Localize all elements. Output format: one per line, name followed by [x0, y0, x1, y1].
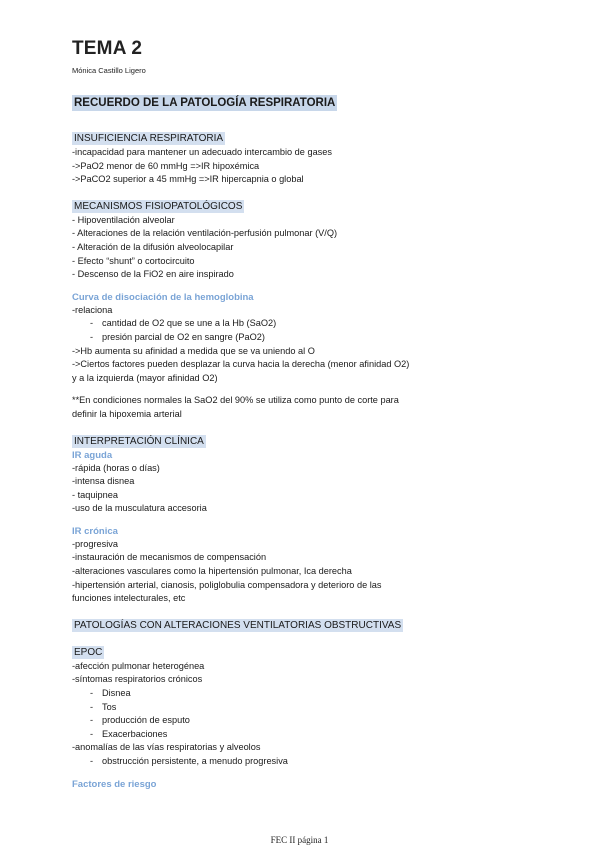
document-page: [72, 36, 412, 791]
list-item: - Exacerbaciones: [90, 728, 168, 739]
section-heading-mecanismos: MECANISMOS FISIOPATOLÓGICOS: [74, 200, 243, 212]
text-line: - Hipoventilación alveolar: [72, 214, 175, 225]
list-item: - presión parcial de O2 en sangre (PaO2): [90, 331, 265, 342]
text-line: -instauración de mecanismos de compensación: [72, 552, 267, 563]
section-heading-obstructivas: PATOLOGÍAS CON ALTERACIONES VENTILATORIAS OBSTRUCTIVAS: [74, 619, 402, 631]
note-paragraph: **En condiciones normales la SaO2 del 90% se utiliza como punto de corte para definir la hipoxemia arterial: [72, 395, 399, 419]
section-heading-epoc: EPOC: [74, 646, 103, 658]
section-heading-insuficiencia: INSUFICIENCIA RESPIRATORIA: [74, 133, 224, 144]
text-line: -síntomas respiratorios crónicos: [72, 674, 203, 685]
text-line: -alteraciones vasculares como la hipertensión pulmonar, Ica derecha: [72, 566, 352, 577]
list-item: - producción de esputo: [90, 715, 190, 726]
main-heading: RECUERDO DE LA PATOLOGÍA RESPIRATORIA: [74, 97, 336, 109]
text-line: -anomalías de las vías respiratorias y alveolos: [72, 742, 261, 753]
list-item: - obstrucción persistente, a menudo progresiva: [90, 756, 288, 766]
section-heading-interpretacion: INTERPRETACIÓN CLÍNICA: [74, 435, 204, 447]
list-item-text: obstrucción persistente, a menudo progresiva: [102, 756, 288, 766]
text-paragraph: ->Ciertos factores pueden desplazar la curva hacia la derecha (menor afinidad O2) y a la izquierda (mayor afinidad O2): [72, 359, 410, 383]
text-line: -incapacidad para mantener un adecuado intercambio de gases: [72, 147, 332, 157]
subheading-ir-aguda: IR aguda: [72, 449, 113, 461]
author-name: Mónica Castillo Ligero: [72, 66, 146, 75]
subheading-ir-cronica: IR crónica: [72, 525, 118, 537]
text-line: -afección pulmonar heterogénea: [72, 660, 205, 671]
text-line: ->PaO2 menor de 60 mmHg =>IR hipoxémica: [72, 160, 260, 171]
text-line: -uso de la musculatura accesoria: [72, 503, 207, 514]
list-item-text: Disnea: [102, 688, 131, 699]
list-item: - cantidad de O2 que se une a la Hb (SaO2): [90, 318, 277, 329]
text-line: - taquipnea: [72, 489, 118, 500]
list-item-text: presión parcial de O2 en sangre (PaO2): [102, 331, 265, 342]
list-item-text: Tos: [102, 701, 117, 712]
text-line: - Descenso de la FiO2 en aire inspirado: [72, 269, 234, 280]
text-line: - Alteración de la difusión alveolocapilar: [72, 241, 234, 252]
text-paragraph: -hipertensión arterial, cianosis, poliglobulia compensadora y deterioro de las funciones intelecturales, etc: [72, 579, 382, 604]
list-item: - Tos: [90, 701, 117, 712]
list-item-text: producción de esputo: [102, 715, 190, 726]
text-line: - Efecto “shunt” o cortocircuito: [72, 255, 195, 266]
text-line: ->Hb aumenta su afinidad a medida que se va uniendo al O: [72, 345, 315, 356]
list-item: - Disnea: [90, 688, 131, 699]
subheading-factores-riesgo: Factores de riesgo: [72, 778, 157, 790]
text-line: -rápida (horas o días): [72, 462, 160, 473]
text-line: -intensa disnea: [72, 476, 135, 487]
text-line: -relaciona: [72, 304, 113, 315]
list-item-text: cantidad de O2 que se une a la Hb (SaO2): [102, 318, 277, 329]
page-footer: FEC II página 1: [270, 835, 329, 845]
subheading-curva: Curva de disociación de la hemoglobina: [72, 291, 254, 303]
text-line: -progresiva: [72, 538, 118, 549]
list-item-text: Exacerbaciones: [102, 728, 168, 739]
document-title: TEMA 2: [72, 38, 143, 59]
text-line: ->PaCO2 superior a 45 mmHg =>IR hipercapnia o global: [72, 174, 304, 185]
text-line: - Alteraciones de la relación ventilación-perfusión pulmonar (V/Q): [72, 228, 338, 239]
